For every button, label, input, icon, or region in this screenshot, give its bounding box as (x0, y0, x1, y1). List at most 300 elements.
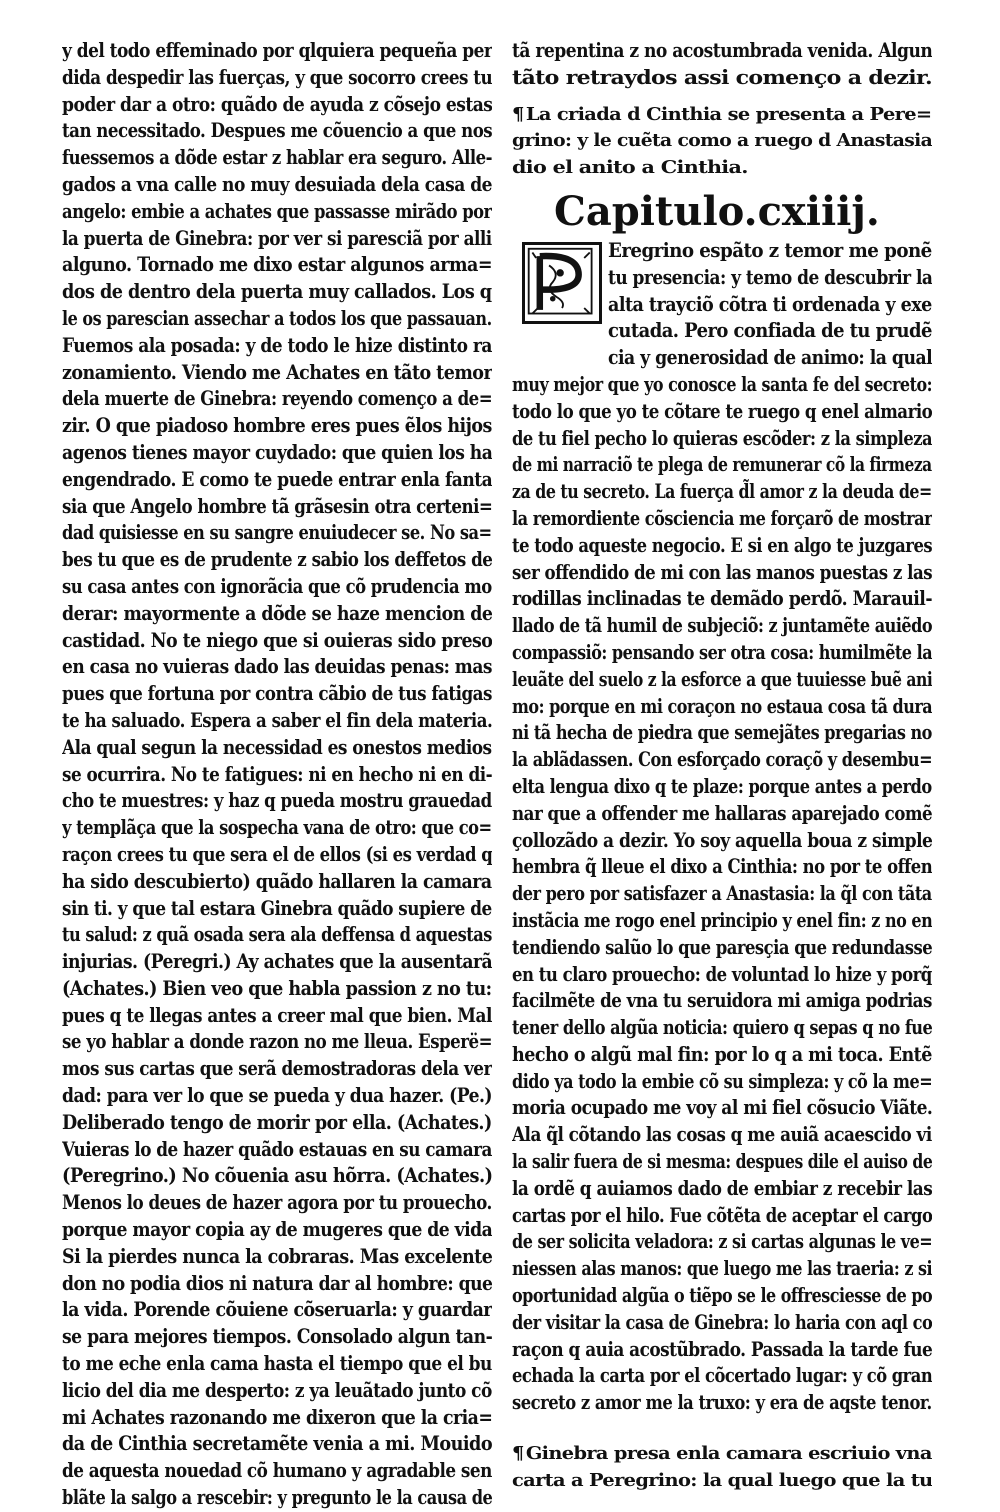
line-text: dio el anito a Cinthia. (512, 157, 748, 179)
line-inner (62, 574, 492, 601)
line-inner (512, 452, 932, 479)
line-inner (512, 962, 932, 989)
line-inner (62, 1110, 492, 1137)
line-inner (512, 1122, 932, 1149)
left-column-line (62, 306, 492, 333)
line-text: to me eche enla cama hasta el tiempo que el bu (62, 1352, 492, 1376)
line-inner (62, 1458, 492, 1485)
line-text: alta trayciõ cõtra ti ordenada y exe (608, 292, 932, 316)
line-inner (608, 265, 932, 292)
left-column-line (62, 386, 492, 413)
right-body-line (512, 560, 932, 587)
line-inner (512, 935, 932, 962)
line-text: secreto z amor me la truxo: y era de aqste tenor. (512, 1391, 932, 1415)
left-column-line (62, 1217, 492, 1244)
line-inner (608, 318, 932, 345)
line-text: raçon crees tu que sera el de ellos (si es verdad q (62, 842, 492, 866)
line-text: su casa antes con ignorãcia que cõ prudencia mo (62, 574, 492, 598)
right-column (512, 38, 932, 1499)
line-text: la ordẽ q auiamos dado de embiar z recebir las (512, 1176, 932, 1200)
line-inner (512, 65, 932, 92)
line-text: la vida. Porende cõuiene cõseruarla: y guardar (62, 1298, 492, 1322)
line-text: la puerta de Ginebra: por ver si paresciã por alli (62, 226, 492, 250)
right-body-line (512, 881, 932, 908)
right-top-line (512, 38, 932, 65)
line-inner (62, 1217, 492, 1244)
line-inner (62, 1324, 492, 1351)
rubric-1-line (512, 155, 932, 182)
line-text: bes tu que es de prudente z sabio los deffetos de (62, 548, 492, 572)
left-column-line (62, 38, 492, 65)
line-inner (512, 128, 932, 155)
left-column-line (62, 199, 492, 226)
line-text: la ablãdassen. Con esforçado coraçõ y desembu= (512, 748, 932, 772)
line-inner (62, 1003, 492, 1030)
left-column-line (62, 494, 492, 521)
line-inner (512, 694, 932, 721)
line-text: don no podia dios ni natura dar al hombre: que (62, 1271, 492, 1295)
line-inner (62, 1485, 492, 1512)
left-column-line (62, 1297, 492, 1324)
left-column-line (62, 440, 492, 467)
right-body-line (512, 1203, 932, 1230)
line-inner (62, 1378, 492, 1405)
line-text: oportunidad algũa o tiẽpo se le offresciesse de po (512, 1284, 932, 1308)
left-column-line (62, 1003, 492, 1030)
line-inner (62, 976, 492, 1003)
right-body-line (512, 774, 932, 801)
line-inner (512, 1203, 932, 1230)
line-inner (512, 1337, 932, 1364)
line-text: de aquesta nouedad cõ humano y agradable sen (62, 1459, 492, 1483)
line-text: çollozãdo a dezir. Yo soy aquella boua z simple (512, 828, 932, 852)
line-text: sia que Angelo hombre tã grãsesin otra certeni= (62, 494, 492, 518)
line-text: echada la carta por el cõcertado lugar: y cõ gran (512, 1364, 932, 1388)
line-inner (512, 102, 931, 129)
line-inner (62, 949, 492, 976)
line-inner (62, 601, 492, 628)
line-text: ser offendido de mi con las manos puestas z las (512, 560, 932, 584)
line-text: leuãte del suelo z la esforce a que tuuiesse buẽ ani (512, 667, 932, 691)
line-inner (62, 252, 492, 279)
line-inner (512, 908, 932, 935)
line-inner (62, 628, 492, 655)
line-inner (62, 708, 492, 735)
line-text: Deliberado tengo de morir por ella. (Achates.) (62, 1110, 492, 1134)
line-inner (512, 1468, 932, 1495)
line-inner (512, 560, 932, 587)
initial-text-line (512, 345, 932, 372)
line-inner (512, 1229, 932, 1256)
line-text: zonamiento. Viendo me Achates en tãto temor (62, 360, 492, 384)
right-body-line (512, 1149, 932, 1176)
line-inner (62, 172, 492, 199)
line-inner (512, 1283, 932, 1310)
right-body-line (512, 935, 932, 962)
line-text: der visitar la casa de Ginebra: lo haria con aql co (512, 1310, 932, 1334)
line-text: pues que fortuna por contra cãbio de tus fatigas (62, 682, 492, 706)
left-column-line (62, 1405, 492, 1432)
line-text: de ser solicita veladora: z si cartas algunas le ve= (512, 1230, 932, 1254)
line-text: castidad. No te niego que si ouieras sido preso (62, 628, 492, 652)
line-text: de tu fiel pecho lo quieras escõder: z la simpleza (512, 426, 932, 450)
line-text: dela muerte de Ginebra: reyendo començo a de= (62, 387, 492, 411)
line-text: dad quisiesse en su sangre enuiudecer se. No sa= (62, 521, 492, 545)
right-body-line (512, 720, 932, 747)
line-inner (62, 1137, 492, 1164)
line-inner (512, 854, 932, 881)
right-body-line (512, 1176, 932, 1203)
line-inner (512, 1363, 932, 1390)
right-column-continuation (512, 38, 932, 92)
line-inner (512, 426, 932, 453)
line-inner (608, 292, 932, 319)
right-body-line (512, 1122, 932, 1149)
line-inner (62, 654, 492, 681)
right-body-line (512, 1042, 932, 1069)
line-text: cho te muestres: y haz q pueda mostru grauedad (62, 789, 492, 813)
line-text: cia y generosidad de animo: la qual (608, 346, 932, 370)
line-inner (62, 38, 492, 65)
line-inner (512, 828, 932, 855)
right-body-line (512, 694, 932, 721)
left-column-line (62, 949, 492, 976)
right-body-line (512, 962, 932, 989)
line-text: te ha saluado. Espera a saber el fin dela materia. (62, 708, 492, 732)
line-inner (62, 226, 492, 253)
line-text: raçon q auia acostũbrado. Passada la tarde fue (512, 1337, 932, 1361)
right-body-line (512, 908, 932, 935)
line-inner (512, 774, 932, 801)
rubric-2-line (512, 1468, 932, 1495)
line-inner (512, 155, 748, 182)
line-inner (62, 762, 492, 789)
line-text: Si la pierdes nunca la cobraras. Mas excelente (62, 1244, 492, 1268)
line-text: licio del dia me desperto: z ya leuãtado junto cõ (62, 1378, 492, 1402)
line-inner (512, 1441, 932, 1468)
line-inner (62, 145, 492, 172)
rubric-1-line (512, 128, 932, 155)
chapter-heading: Capitulo.cxiiij. (554, 187, 880, 235)
right-body-line (512, 1229, 932, 1256)
left-column-line (62, 1137, 492, 1164)
line-text: todo lo que yo te cõtare te ruego q enel almario (512, 399, 932, 423)
left-column-line (62, 1029, 492, 1056)
line-inner (512, 613, 932, 640)
line-text: nar que a offender me hallaras aparejado comẽ (512, 801, 932, 825)
line-inner (62, 922, 492, 949)
left-column-line (62, 333, 492, 360)
right-body-line (512, 479, 932, 506)
line-text: dos de dentro dela puerta muy callados. Los q (62, 280, 492, 304)
line-text: se para mejores tiempos. Consolado algun tan- (62, 1325, 492, 1349)
line-text: en tu claro prouecho: de voluntad lo hize y porq̃ (512, 962, 932, 986)
line-inner (62, 279, 492, 306)
line-text: mos sus cartas que serã demostradoras dela ver (62, 1057, 492, 1081)
line-text: cutada. Pero confiada de tu prudẽ (608, 319, 932, 343)
next-chapter-rubric (512, 1441, 932, 1495)
line-inner (62, 413, 492, 440)
pilcrow-icon: ¶ (512, 103, 524, 125)
line-inner (62, 1351, 492, 1378)
left-column-line (62, 1324, 492, 1351)
left-column-line (62, 654, 492, 681)
line-text: se ocurrira. No te fatigues: ni en hecho ni en di- (62, 762, 492, 786)
line-text: zir. O que piadoso hombre eres pues ẽlos hijos (62, 414, 492, 438)
left-column-line (62, 1244, 492, 1271)
left-column-line (62, 252, 492, 279)
line-inner (512, 479, 932, 506)
line-inner (512, 640, 932, 667)
left-column-line (62, 681, 492, 708)
line-text: compassiõ: pensando ser otra cosa: humilmẽte la (512, 640, 932, 664)
left-column-line (62, 413, 492, 440)
line-text: da de Cinthia secretamẽte venia a mi. Mouido (62, 1432, 492, 1456)
line-text: fuessemos a dõde estar z hablar era seguro. Alle- (62, 146, 492, 170)
line-text: Fuemos ala posada: y de todo le hize distinto ra (62, 333, 492, 357)
line-text: porque mayor copia ay de mugeres que de vida (62, 1218, 492, 1242)
line-text: Vuieras lo de hazer quãdo estauas en su camara (62, 1137, 492, 1161)
left-column-line (62, 467, 492, 494)
line-text: Menos lo deues de hazer agora por tu prouecho. (62, 1191, 492, 1215)
line-text: en casa no vuieras dado las deuidas penas: mas (62, 655, 492, 679)
line-inner (512, 372, 932, 399)
left-column-line (62, 1083, 492, 1110)
line-inner (62, 440, 492, 467)
line-text: (Peregrino.) No cõuenia asu hõrra. (Achates.) (62, 1164, 492, 1188)
line-inner (62, 1163, 492, 1190)
line-inner (62, 360, 492, 387)
left-column-line (62, 1190, 492, 1217)
right-body-line (512, 854, 932, 881)
line-text: le os parescian assechar a todos los que passauan. (62, 306, 492, 330)
line-text: Eregrino espãto z temor me ponẽ (608, 238, 932, 262)
left-column-line (62, 360, 492, 387)
line-inner (512, 1310, 932, 1337)
right-body-line (512, 1015, 932, 1042)
line-inner (62, 1056, 492, 1083)
line-text: carta a Peregrino: la qual luego que la tu (512, 1469, 932, 1491)
line-text: Ginebra presa enla camara escriuio vna (525, 1443, 932, 1465)
line-inner (62, 842, 492, 869)
line-text: moria ocupado me voy al mi fiel cõsucio Viãte. (512, 1096, 932, 1120)
line-inner (62, 467, 492, 494)
line-text: facilmẽte de vna tu seruidora mi amiga podrias (512, 989, 932, 1013)
line-inner (62, 1029, 492, 1056)
line-inner (512, 399, 932, 426)
right-body-line (512, 747, 932, 774)
left-column-line (62, 547, 492, 574)
line-inner (62, 681, 492, 708)
left-column-line (62, 628, 492, 655)
line-text: alguno. Tornado me dixo estar algunos arma= (62, 253, 492, 277)
line-inner (512, 1042, 932, 1069)
left-column-line (62, 145, 492, 172)
right-body-line (512, 1363, 932, 1390)
left-column-line (62, 574, 492, 601)
line-text: angelo: embie a achates que passasse mirãdo por (62, 199, 492, 223)
line-inner (62, 92, 492, 119)
line-text: y del todo effeminado por qlquiera pequeña per (62, 39, 492, 62)
left-column-line (62, 869, 492, 896)
line-text: tã repentina z no acostumbrada venida. Algun (512, 39, 932, 62)
line-inner (62, 118, 492, 145)
line-inner (512, 881, 932, 908)
left-column-line (62, 922, 492, 949)
line-inner (62, 520, 492, 547)
right-body-line (512, 828, 932, 855)
line-inner (62, 199, 492, 226)
line-text: mo: porque en mi coraçon no estaua cosa tã dura (512, 694, 932, 718)
line-text: elta lengua dixo q te plaze: porque antes a perdo (512, 774, 932, 798)
right-body-line (512, 399, 932, 426)
line-text: tu presencia: y temo de descubrir la (608, 265, 932, 289)
line-inner (512, 720, 932, 747)
line-text: muy mejor que yo conosce la santa fe del secreto: (512, 372, 932, 396)
left-column-line (62, 788, 492, 815)
right-body-line (512, 506, 932, 533)
right-body-line (512, 452, 932, 479)
left-column (62, 38, 492, 1512)
line-inner (62, 735, 492, 762)
left-column-line (62, 735, 492, 762)
left-column-line (62, 1458, 492, 1485)
line-inner (512, 1256, 932, 1283)
left-column-line (62, 279, 492, 306)
right-body-line (512, 1069, 932, 1096)
line-text: ni tã hecha de piedra que semejãtes pregarias no (512, 721, 932, 745)
line-inner (62, 1244, 492, 1271)
line-text: sin ti. y que tal estara Ginebra quãdo supiere de (62, 896, 492, 920)
left-column-line (62, 1378, 492, 1405)
right-body-line (512, 1283, 932, 1310)
line-inner (512, 506, 932, 533)
line-text: derar: mayormente a dõde se haze mencion de (62, 601, 492, 625)
line-inner (62, 815, 492, 842)
left-column-line (62, 520, 492, 547)
line-text: la salir fuera de si mesma: despues dile el auiso de (512, 1150, 932, 1174)
line-inner (62, 547, 492, 574)
line-text: dida despedir las fuerças, y que socorro crees tu (62, 65, 492, 89)
rubric-2-line (512, 1441, 932, 1468)
line-text: hecho o algũ mal fin: por lo q a mi toca. Entẽ (512, 1042, 932, 1066)
line-inner (512, 1176, 932, 1203)
initial-block (512, 238, 932, 372)
left-column-line (62, 896, 492, 923)
right-body-line (512, 801, 932, 828)
line-text: agenos tienes mayor cuydado: que quien los ha (62, 440, 492, 464)
line-text: tan necessitado. Despues me cõuencio a que nos (62, 119, 492, 143)
right-body-line (512, 372, 932, 399)
left-column-line (62, 601, 492, 628)
left-column-line (62, 1485, 492, 1512)
line-inner (62, 494, 492, 521)
line-inner (62, 306, 492, 333)
rubric-1-line (512, 102, 932, 129)
line-text: (Achates.) Bien veo que habla passion z no tu: (62, 976, 492, 1000)
line-text: engendrado. E como te puede entrar enla fanta (62, 467, 492, 491)
line-inner (512, 38, 932, 65)
line-inner (512, 586, 932, 613)
left-column-line (62, 1431, 492, 1458)
line-text: de mi narraciõ te plega de remunerar cõ la firmeza (512, 453, 932, 477)
line-text: la remordiente cõsciencia me forçarõ de mostrar (512, 506, 932, 530)
line-inner (62, 869, 492, 896)
left-column-line (62, 842, 492, 869)
line-text: se yo hablar a donde razon no me lleua. Esperë= (62, 1030, 492, 1054)
right-body-line (512, 1337, 932, 1364)
left-column-line (62, 1056, 492, 1083)
left-column-line (62, 1110, 492, 1137)
line-text: tendiendo salũo lo que paresçia que redundasse (512, 935, 932, 959)
line-inner (512, 1149, 932, 1176)
line-inner (62, 333, 492, 360)
line-text: tu salud: z quã osada sera ala deffensa d aquestas (62, 923, 492, 947)
line-text: te todo aqueste negocio. E si en algo te juzgares (512, 533, 932, 557)
line-text: gados a vna calle no muy desuiada dela casa de (62, 172, 492, 196)
left-column-line (62, 1271, 492, 1298)
right-body-line (512, 586, 932, 613)
right-body-line (512, 1095, 932, 1122)
line-text: tener dello algũa noticia: quiero q sepas q no fue (512, 1016, 932, 1040)
line-text: tãto retraydos assi començo a dezir. (512, 65, 932, 89)
line-text: injurias. (Peregri.) Ay achates que la ausentarã (62, 950, 492, 974)
right-top-line (512, 65, 932, 92)
line-inner (512, 988, 932, 1015)
line-text: blãte la salgo a rescebir: y pregunto le la causa de (62, 1486, 492, 1510)
left-column-line (62, 762, 492, 789)
left-column-line (62, 815, 492, 842)
line-inner (62, 1405, 492, 1432)
left-column-line (62, 1351, 492, 1378)
line-inner (512, 1069, 932, 1096)
line-inner (62, 788, 492, 815)
left-column-line (62, 708, 492, 735)
line-text: y templãça que la sospecha vana de otro: que co= (62, 816, 492, 840)
line-inner (62, 1190, 492, 1217)
line-inner (512, 747, 932, 774)
chapter-rubric (512, 102, 932, 182)
line-inner (512, 1095, 932, 1122)
line-text: poder dar a otro: quãdo de ayuda z cõsejo estas (62, 92, 492, 116)
line-inner (512, 1015, 932, 1042)
line-text: Ala q̃l cõtando las cosas q me auiã acaescido vi (512, 1123, 932, 1147)
line-inner (608, 345, 932, 372)
line-text: der pero por satisfazer a Anastasia: la q̃l con tãta (512, 882, 932, 906)
line-text: llado de tã humil de subjeciõ: z juntamẽte auiẽdo (512, 614, 932, 638)
decorated-initial-p-icon (522, 242, 602, 324)
right-body-line (512, 533, 932, 560)
line-text: dido ya todo la embie cõ su simpleza: y cõ la me= (512, 1069, 932, 1093)
line-inner (512, 533, 932, 560)
right-body-line (512, 1390, 932, 1417)
line-text: La criada d Cinthia se presenta a Pere= (525, 103, 932, 125)
line-text: dad: para ver lo que se pueda y dua hazer. (Pe.) (62, 1084, 492, 1108)
line-text: hembra q̃ lleue el dixo a Cinthia: no por te offen (512, 855, 932, 879)
line-inner (62, 1431, 492, 1458)
left-column-line (62, 65, 492, 92)
line-text: ha sido descubierto) quãdo hallaren la camara (62, 869, 492, 893)
line-text: za de tu secreto. La fuerça d̃l amor z la deuda de= (512, 480, 932, 504)
right-body-line (512, 426, 932, 453)
left-column-line (62, 976, 492, 1003)
line-inner (62, 896, 492, 923)
right-body-line (512, 667, 932, 694)
left-column-line (62, 226, 492, 253)
line-inner (512, 801, 932, 828)
line-text: mi Achates razonando me dixeron que la cria= (62, 1405, 492, 1429)
right-body-line (512, 640, 932, 667)
